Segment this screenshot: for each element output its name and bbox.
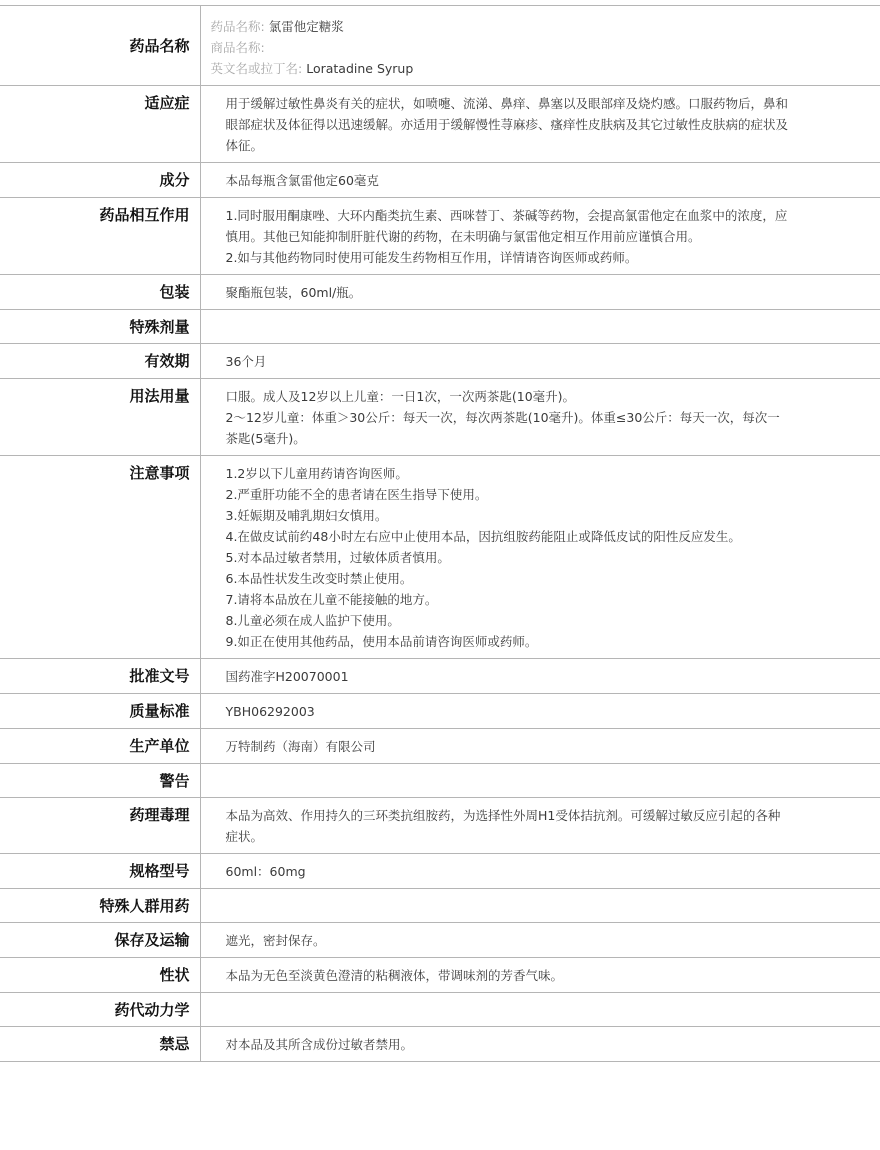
row-value-line: 60ml：60mg xyxy=(225,864,306,879)
row-value-line: 6.本品性状发生改变时禁止使用。 xyxy=(225,571,413,586)
english-name-key: 英文名或拉丁名: xyxy=(210,61,303,76)
row-value xyxy=(200,694,880,729)
row-label: 批准文号 xyxy=(0,659,200,694)
table-row xyxy=(0,163,880,198)
row-value xyxy=(200,86,880,163)
row-value-line: 口服。成人及12岁以上儿童：一日1次，一次两茶匙(10毫升)。 xyxy=(225,389,576,404)
table-row xyxy=(0,993,880,1027)
row-label: 药理毒理 xyxy=(0,798,200,854)
row-label: 性状 xyxy=(0,958,200,993)
row-label: 特殊剂量 xyxy=(0,310,200,344)
row-value xyxy=(200,1027,880,1062)
row-value-line: 聚酯瓶包装，60ml/瓶。 xyxy=(225,285,362,300)
table-row xyxy=(0,1027,880,1062)
table-row xyxy=(0,310,880,344)
row-label: 生产单位 xyxy=(0,729,200,764)
drug-names-cell xyxy=(200,6,880,86)
row-value-line: 8.儿童必须在成人监护下使用。 xyxy=(225,613,400,628)
row-value xyxy=(200,310,880,344)
row-label: 注意事项 xyxy=(0,456,200,659)
row-value xyxy=(200,729,880,764)
row-value xyxy=(200,889,880,923)
row-value-line: YBH06292003 xyxy=(225,704,315,719)
row-value xyxy=(200,798,880,854)
row-value xyxy=(200,163,880,198)
row-value-line: 用于缓解过敏性鼻炎有关的症状，如喷嚏、流涕、鼻痒、鼻塞以及眼部痒及烧灼感。口服药物后，鼻和眼部症状及体征得以迅速缓解。亦适用于缓解慢性荨麻疹、瘙痒性皮肤病及其它过敏性皮肤病的症状及体征。 xyxy=(225,96,789,153)
table-row xyxy=(0,958,880,993)
row-label: 禁忌 xyxy=(0,1027,200,1062)
row-value xyxy=(200,993,880,1027)
trade-name-line xyxy=(211,37,871,58)
english-name-line xyxy=(211,58,871,79)
row-label: 药品相互作用 xyxy=(0,198,200,275)
row-value-line: 2.如与其他药物同时使用可能发生药物相互作用，详情请咨询医师或药师。 xyxy=(225,250,638,265)
row-label: 适应症 xyxy=(0,86,200,163)
generic-name-line xyxy=(211,16,871,37)
row-value xyxy=(200,923,880,958)
table-row xyxy=(0,456,880,659)
trade-name-key: 商品名称: xyxy=(210,40,265,55)
row-value-line: 1.2岁以下儿童用药请咨询医师。 xyxy=(225,466,408,481)
table-row xyxy=(0,798,880,854)
row-value-line: 本品为高效、作用持久的三环类抗组胺药，为选择性外周H1受体拮抗剂。可缓解过敏反应引起的各种症状。 xyxy=(225,808,781,844)
row-value xyxy=(200,198,880,275)
table-row xyxy=(0,764,880,798)
row-value xyxy=(200,379,880,456)
row-label: 用法用量 xyxy=(0,379,200,456)
row-value-line: 9.如正在使用其他药品，使用本品前请咨询医师或药师。 xyxy=(225,634,538,649)
table-row xyxy=(0,923,880,958)
row-value-line: 7.请将本品放在儿童不能接触的地方。 xyxy=(225,592,438,607)
row-value xyxy=(200,958,880,993)
row-value-line: 万特制药（海南）有限公司 xyxy=(225,739,376,754)
drug-info-rows xyxy=(0,6,880,1062)
row-value xyxy=(200,764,880,798)
table-row xyxy=(0,86,880,163)
row-value-line: 遮光，密封保存。 xyxy=(225,933,326,948)
row-value-line: 4.在做皮试前约48小时左右应中止使用本品，因抗组胺药能阻止或降低皮试的阳性反应发生。 xyxy=(225,529,741,544)
drug-info-table xyxy=(0,5,880,1062)
row-label: 特殊人群用药 xyxy=(0,889,200,923)
row-label: 保存及运输 xyxy=(0,923,200,958)
english-name-value: Loratadine Syrup xyxy=(306,61,414,76)
row-value-line: 3.妊娠期及哺乳期妇女慎用。 xyxy=(225,508,388,523)
row-label: 有效期 xyxy=(0,344,200,379)
table-row xyxy=(0,198,880,275)
table-row xyxy=(0,379,880,456)
table-row xyxy=(0,344,880,379)
row-drug-names xyxy=(0,6,880,86)
row-value xyxy=(200,344,880,379)
row-label: 药品名称 xyxy=(0,6,200,86)
row-value-line: 2.严重肝功能不全的患者请在医生指导下使用。 xyxy=(225,487,488,502)
row-value xyxy=(200,659,880,694)
row-label: 警告 xyxy=(0,764,200,798)
row-label: 规格型号 xyxy=(0,854,200,889)
row-value-line: 36个月 xyxy=(225,354,267,369)
row-value-line: 2～12岁儿童：体重＞30公斤：每天一次，每次两茶匙(10毫升)。体重≤30公斤：每天一次，每次一茶匙(5毫升)。 xyxy=(225,410,780,446)
row-label: 包装 xyxy=(0,275,200,310)
row-value-line: 国药准字H20070001 xyxy=(225,669,349,684)
generic-name-key: 药品名称: xyxy=(210,19,265,34)
row-value-line: 1.同时服用酮康唑、大环内酯类抗生素、西咪替丁、茶碱等药物，会提高氯雷他定在血浆中的浓度，应慎用。其他已知能抑制肝脏代谢的药物，在未明确与氯雷他定相互作用前应谨慎合用。 xyxy=(225,208,788,244)
table-row xyxy=(0,889,880,923)
table-row xyxy=(0,694,880,729)
table-row xyxy=(0,275,880,310)
row-label: 药代动力学 xyxy=(0,993,200,1027)
row-value-line: 5.对本品过敏者禁用，过敏体质者慎用。 xyxy=(225,550,450,565)
row-label: 质量标准 xyxy=(0,694,200,729)
table-row xyxy=(0,729,880,764)
row-value-line: 对本品及其所含成份过敏者禁用。 xyxy=(225,1037,414,1052)
row-value-line: 本品每瓶含氯雷他定60毫克 xyxy=(225,173,379,188)
row-value xyxy=(200,275,880,310)
generic-name-value: 氯雷他定糖浆 xyxy=(268,19,344,34)
row-value-line: 本品为无色至淡黄色澄清的粘稠液体，带调味剂的芳香气味。 xyxy=(225,968,564,983)
table-row xyxy=(0,854,880,889)
row-label: 成分 xyxy=(0,163,200,198)
drug-info-sheet xyxy=(0,5,880,1062)
table-row xyxy=(0,659,880,694)
row-value xyxy=(200,456,880,659)
row-value xyxy=(200,854,880,889)
